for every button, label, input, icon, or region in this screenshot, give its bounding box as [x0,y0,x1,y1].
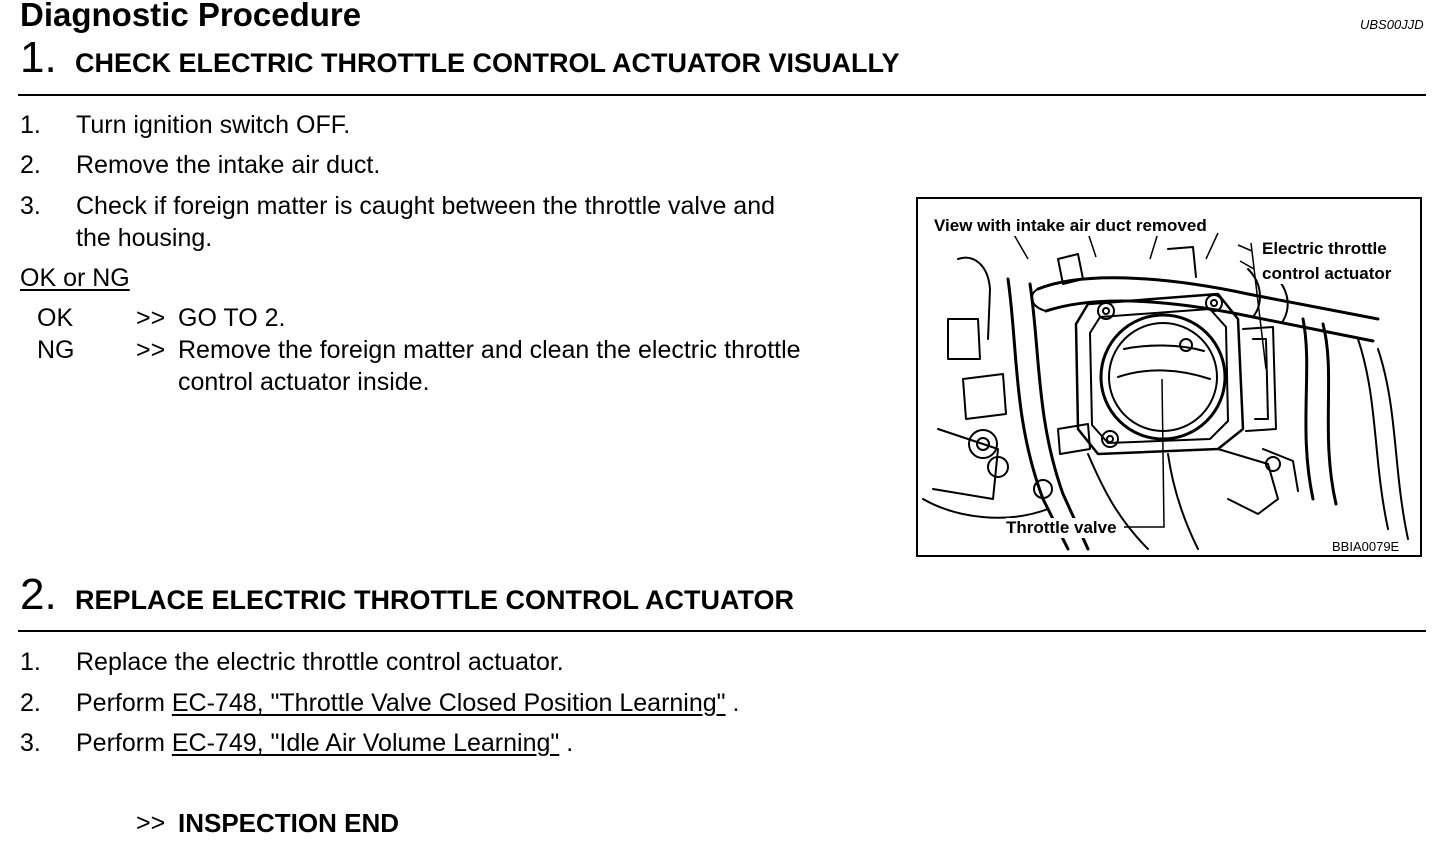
step-2-title: REPLACE ELECTRIC THROTTLE CONTROL ACTUATOR [75,585,794,615]
figure-caption-view: View with intake air duct removed [934,216,1207,235]
step-1-item-1-number: 1. [20,111,41,139]
figure-label-actuator-line-2: control actuator [1262,264,1392,283]
step-1-item-1-text: Turn ignition switch OFF. [76,111,351,139]
result-ok-arrow: >> [136,304,166,332]
step-2-number: 2. [20,570,57,619]
inspection-end-label: INSPECTION END [178,808,400,838]
result-ng-text-line-1: Remove the foreign matter and clean the electric throttle [178,336,801,364]
document-id: UBS00JJD [1360,17,1424,32]
figure-label-actuator-line-1: Electric throttle [1262,239,1387,258]
page-title: Diagnostic Procedure [20,0,362,33]
step-2-item-3-number: 3. [20,729,41,757]
figure-code: BBIA0079E [1332,539,1400,554]
step-2-item-2-suffix: . [732,689,740,717]
step-2-item-1-number: 1. [20,648,41,676]
throttle-body-illustration [916,197,1422,557]
result-ok-text: GO TO 2. [178,304,286,332]
step-1-item-3-text-line-1: Check if foreign matter is caught between the throttle valve and [76,192,775,220]
end-arrow: >> [136,809,166,837]
result-ng-key: NG [37,336,75,364]
result-ok-key: OK [37,304,74,332]
step-1-divider [18,94,1426,96]
step-2-item-1-text: Replace the electric throttle control actuator. [76,648,564,676]
result-ng-text-line-2: control actuator inside. [178,368,430,396]
result-heading: OK or NG [20,264,130,292]
step-2-item-3-suffix: . [566,729,574,757]
figure-label-throttle-valve: Throttle valve [1006,518,1117,537]
step-1-item-3-number: 3. [20,192,41,220]
step-2-item-2-line [76,689,739,718]
link-throttle-valve-closed-position-learning[interactable]: EC-748, "Throttle Valve Closed Position Learning" [171,689,726,717]
link-idle-air-volume-learning[interactable]: EC-749, "Idle Air Volume Learning" [171,729,560,757]
step-2-divider [18,630,1426,632]
result-ng-arrow: >> [136,336,166,364]
step-1-item-3-text-line-2: the housing. [76,224,213,252]
step-2-item-3-line [76,729,573,758]
step-2-item-2-number: 2. [20,689,41,717]
step-2-item-2-prefix: Perform [76,689,165,717]
step-1-item-2-text: Remove the intake air duct. [76,151,381,179]
step-1-title: CHECK ELECTRIC THROTTLE CONTROL ACTUATOR VISUALLY [75,48,900,78]
step-2-item-3-prefix: Perform [76,729,165,757]
step-1-number: 1. [20,33,57,82]
step-1-item-2-number: 2. [20,151,41,179]
